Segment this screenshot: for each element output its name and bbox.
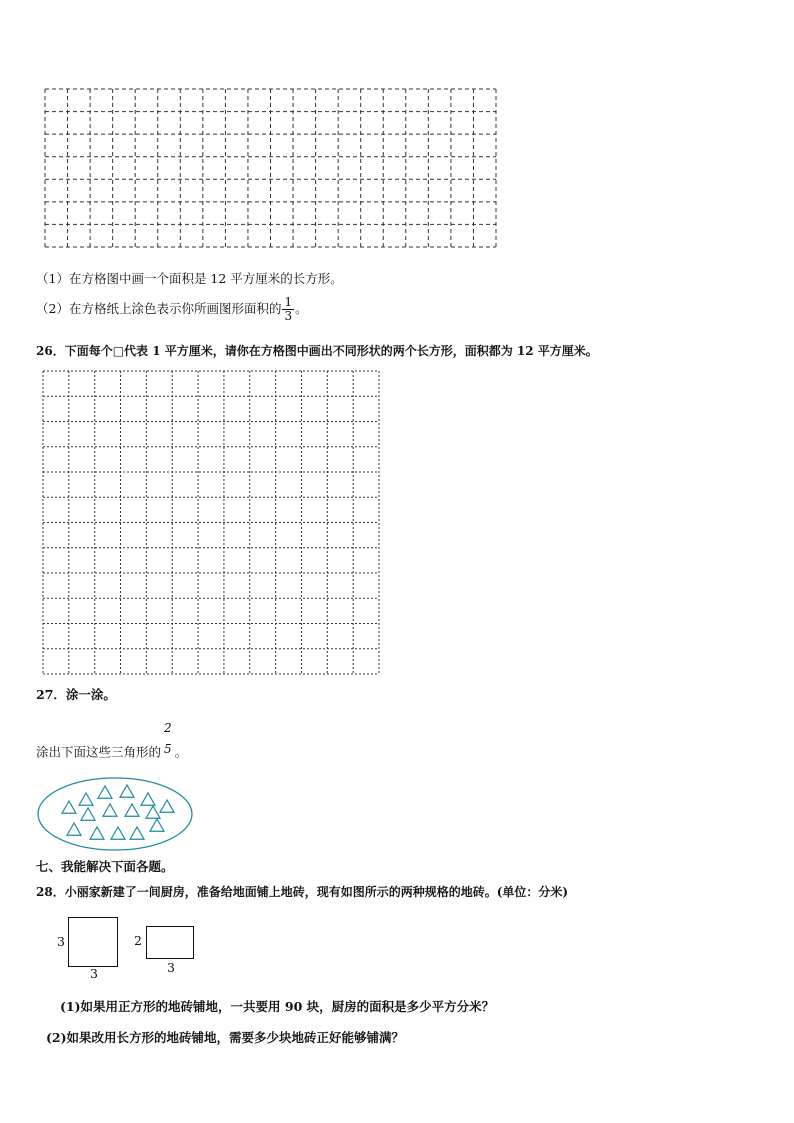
- dashed-grid-q25: [44, 88, 498, 250]
- q25-part2-prefix: （2）在方格纸上涂色表示你所画图形面积的: [36, 301, 282, 316]
- triangle-ellipse-figure: [36, 776, 196, 854]
- q25-part2-suffix: 。: [295, 301, 308, 316]
- triangle-shape: [160, 800, 174, 812]
- q25-part1: （1）在方格图中画一个面积是 12 平方厘米的长方形。: [36, 271, 343, 286]
- fraction-denominator: 5: [164, 742, 172, 756]
- fraction-denominator: 3: [284, 309, 293, 323]
- q25-part2: [36, 296, 308, 323]
- q25-part2-fraction: [282, 296, 294, 323]
- q27-prompt: [36, 722, 187, 762]
- section7-title: 七、我能解决下面各题。: [36, 859, 174, 874]
- triangle-shape: [111, 827, 125, 839]
- q27-prompt-suffix: 。: [174, 744, 188, 760]
- dotted-grid-q26: [42, 370, 382, 676]
- fraction-numerator: 1: [284, 295, 293, 309]
- triangle-shape: [141, 793, 155, 805]
- triangle-shape: [150, 819, 164, 831]
- q27-prompt-prefix: 涂出下面这些三角形的: [36, 744, 162, 760]
- triangle-shape: [62, 801, 76, 813]
- q28-sub2: (2)如果改用长方形的地砖铺地，需要多少块地砖正好能够铺满？: [46, 1030, 405, 1045]
- square-tile: [68, 917, 118, 967]
- rect-bottom-label: 3: [167, 960, 175, 975]
- triangle-shape: [125, 804, 139, 816]
- triangle-shape: [90, 827, 104, 839]
- triangle-shape: [67, 823, 81, 835]
- q27-title: 27．涂一涂。: [36, 687, 116, 702]
- q26-text: 26．下面每个□代表 1 平方厘米，请你在方格图中画出不同形状的两个长方形，面积都为 12 平方厘米。: [36, 344, 598, 358]
- square-side-label: 3: [57, 934, 65, 949]
- triangle-shape: [146, 806, 160, 818]
- square-bottom-label: 3: [90, 966, 98, 981]
- triangle-shape: [130, 827, 144, 839]
- q27-fraction: [162, 722, 174, 756]
- triangle-shape: [79, 793, 93, 805]
- triangle-shape: [120, 785, 134, 797]
- q28-text: 28．小丽家新建了一间厨房，准备给地面铺上地砖，现有如图所示的两种规格的地砖。(单位：分米): [36, 885, 569, 899]
- triangle-shape: [98, 786, 112, 798]
- triangle-shape: [81, 808, 95, 820]
- triangle-shape: [103, 804, 117, 816]
- fraction-numerator: 2: [164, 721, 172, 735]
- rect-side-label: 2: [134, 933, 142, 948]
- rect-tile: [146, 926, 194, 959]
- q28-sub1: (1)如果用正方形的地砖铺地，一共要用 90 块，厨房的面积是多少平方分米？: [60, 999, 495, 1014]
